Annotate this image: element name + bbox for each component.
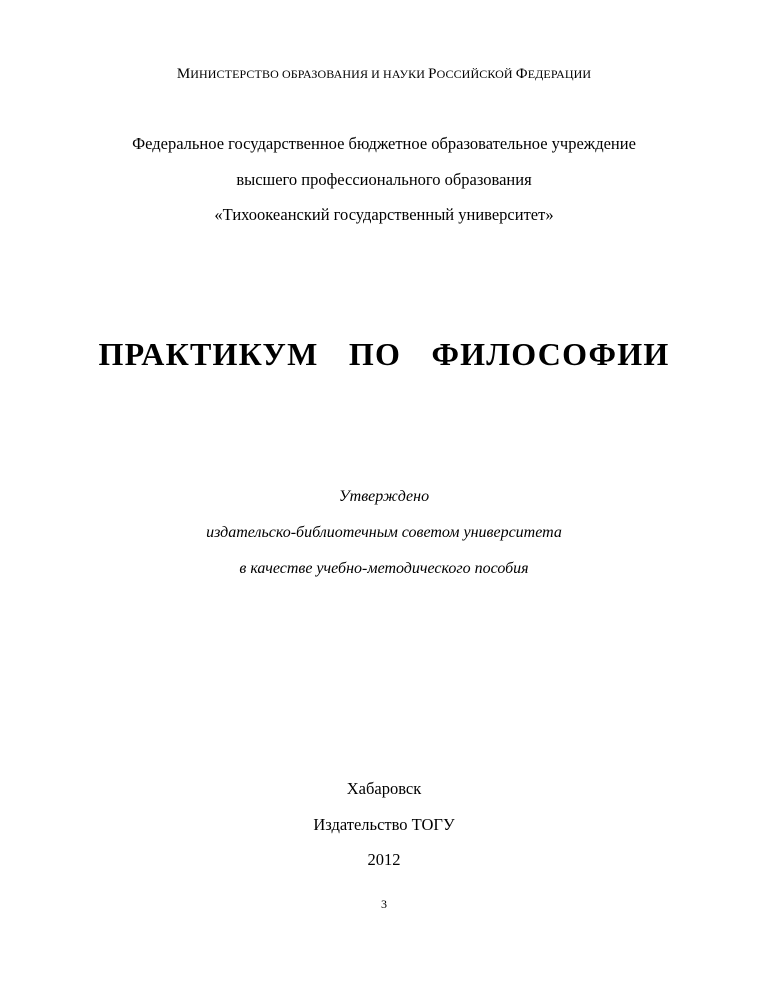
document-title: ПРАКТИКУМ ПО ФИЛОСОФИИ [98,336,670,372]
ministry-heading [0,66,768,83]
imprint-year: 2012 [367,850,401,869]
page-number: 3 [381,897,387,911]
ministry-smallcaps: МИНИСТЕРСТВО ОБРАЗОВАНИЯ И НАУКИ РОССИЙСКОЙ ФЕДЕРАЦИИ [176,66,592,82]
imprint-publisher: Издательство ТОГУ [313,815,455,834]
approval-line-3: в качестве учебно-методического пособия [239,560,529,577]
approval-line-2: издательско-библиотечным советом университета [206,524,562,541]
imprint-city: Хабаровск [346,779,422,798]
institution-line-1: Федеральное государственное бюджетное образовательное учреждение [132,134,636,153]
approval-line-1: Утверждено [338,488,430,505]
institution-line-3: «Тихоокеанский государственный университет» [214,205,554,224]
institution-line-2: высшего профессионального образования [236,170,532,189]
